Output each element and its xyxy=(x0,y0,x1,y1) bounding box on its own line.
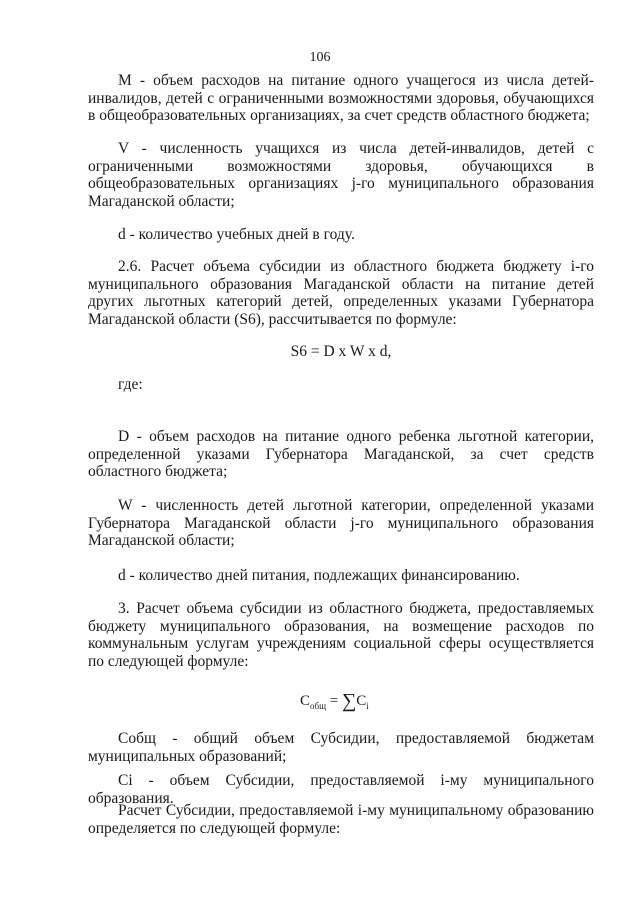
paragraph-v-definition: V - численность учащихся из числа детей-инвалидов, детей с ограниченными возможностями здоровья, обучающихся в общеобразовательных организациях j-го муниципального образования Магаданской области; xyxy=(88,140,594,210)
formula-s6: S6 = D x W x d, xyxy=(290,343,392,360)
paragraph-2-6: 2.6. Расчет объема субсидии из областного бюджета бюджету i-го муниципального образования Магаданской области на питание детей других льготных категорий детей, определенных указами Губернатора Магаданской области (S6), рассчитывается по формуле: xyxy=(88,258,594,328)
paragraph-calc: Расчет Субсидии, предоставляемой i-му муниципальному образованию определяется по следующей формуле: xyxy=(88,802,594,837)
sigma-icon: ∑ xyxy=(342,690,357,712)
paragraph-3: 3. Расчет объема субсидии из областного бюджета, предоставляемых бюджету муниципального образования, на возмещение расходов по коммунальным услугам учреждениям социальной сферы осуществляется по следующей формуле: xyxy=(88,600,594,670)
paragraph-d-days: d - количество учебных дней в году. xyxy=(118,226,355,243)
formula-c-eq: = xyxy=(329,693,339,709)
formula-c-sub: общ xyxy=(310,701,327,711)
paragraph-d-financing: d - количество дней питания, подлежащих финансированию. xyxy=(118,567,520,584)
formula-c-left: С xyxy=(300,693,311,709)
page-number: 106 xyxy=(309,50,331,65)
formula-c-right: С xyxy=(356,693,367,709)
paragraph-w-definition: W - численность детей льготной категории, определенной указами Губернатора Магаданской области j-го муниципального образования Магаданской области; xyxy=(88,497,594,549)
paragraph-m-definition: М - объем расходов на питание одного учащегося из числа детей-инвалидов, детей с ограниченными возможностями здоровья, обучающихся в общеобразовательных организациях, за счет средств областного бюджета; xyxy=(88,72,594,124)
paragraph-cobsh: Собщ - общий объем Субсидии, предоставляемой бюджетам муниципальных образований; xyxy=(88,730,594,765)
formula-c-rsub: i xyxy=(366,701,369,711)
paragraph-d-definition: D - объем расходов на питание одного ребенка льготной категории, определенной указами Губернатора Магаданской, за счет средств областного бюджета; xyxy=(88,428,594,480)
formula-c-sum xyxy=(300,690,369,713)
where-label: где: xyxy=(118,376,143,393)
paragraph-ci: Ci - объем Субсидии, предоставляемой i-му муниципального образования. xyxy=(88,772,594,807)
